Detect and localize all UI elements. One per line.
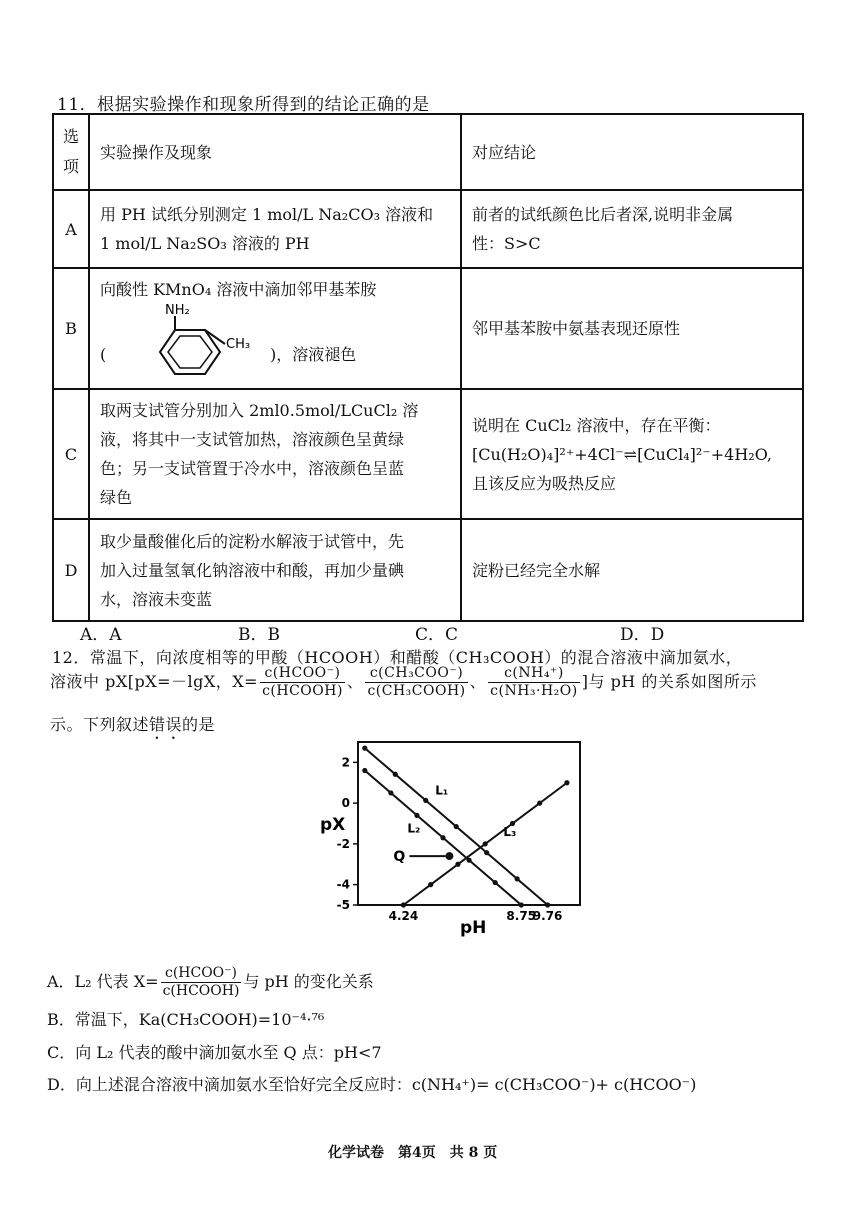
row-label: B — [53, 268, 89, 389]
answer-b[interactable]: B．常温下，Ka(CH₃COOH)=10⁻⁴·⁷⁶ — [47, 1010, 325, 1029]
q12-stem-line1: 12．常温下，向浓度相等的甲酸（HCOOH）和醋酸（CH₃COOH）的混合溶液中滴加氨水， — [52, 648, 743, 667]
row-label: A — [53, 190, 89, 268]
row-conclusion: 前者的试纸颜色比后者深,说明非金属 性：S>C — [461, 190, 803, 268]
table-row — [53, 190, 803, 268]
emphasis-text: 错误 — [149, 715, 183, 734]
data-point — [493, 880, 498, 885]
data-point — [423, 798, 428, 803]
data-point — [440, 835, 445, 840]
row-operation: 向酸性 KMnO₄ 溶液中滴加邻甲基苯胺 ( NH₂ CH₃ )，溶液褪色 — [89, 268, 461, 389]
data-point — [484, 850, 489, 855]
data-point — [545, 902, 550, 907]
row-label: C — [53, 389, 89, 519]
fraction-nh4: $\frac{\text{c(NH₄⁺)}}{\text{c(NH₃·H₂O)}}$ — [490, 665, 578, 699]
data-point — [483, 841, 488, 846]
data-point — [515, 876, 520, 881]
data-point — [537, 801, 542, 806]
fraction-ch3coo: $\frac{\text{c(CH₃COO⁻)}}{\text{c(CH₃COOH)}}$ — [367, 665, 466, 699]
q12-stem-line2: 溶液中 pX[pX=－lgX，X= $\frac{\text{c(HCOO⁻)}}{\text{c(HCOOH)}}$ 、 $\frac{\text{c(CH₃COO⁻)}}{\text{c(CH₃COOH)}}$ 、 $\frac{\text{c(NH₄⁺)}}{\text{c(NH₃·H₂O)}}$ ]与 pH 的关系如图所示 — [50, 665, 757, 699]
data-point — [454, 824, 459, 829]
data-point — [414, 813, 419, 818]
o-toluidine-structure-icon — [130, 304, 270, 382]
q12-stem-line3: 示。下列叙述错误的是 — [50, 715, 216, 734]
series-lines — [362, 746, 569, 908]
x-tick-label: 8.75 — [506, 909, 537, 923]
header-operation: 实验操作及现象 — [89, 114, 461, 190]
page-footer: 化学试卷 第4页 共 8 页 — [328, 1145, 498, 1161]
data-point — [519, 902, 524, 907]
q-point — [445, 852, 453, 860]
x-tick-label: 4.24 — [388, 909, 419, 923]
row-operation: 取少量酸催化后的淀粉水解液于试管中，先 加入过量氢氧化钠溶液中和酸，再加少量碘 水，溶液未变蓝 — [89, 519, 461, 621]
choice-a[interactable]: A．A — [80, 625, 122, 645]
svg-text:CH₃: CH₃ — [226, 337, 251, 352]
y-tick-label: -5 — [336, 898, 350, 912]
answer-d[interactable]: D．向上述混合溶液中滴加氨水至恰好完全反应时：c(NH₄⁺)= c(CH₃COO⁻)+ c(HCOO⁻) — [47, 1075, 697, 1094]
row-operation: 用 PH 试纸分别测定 1 mol/L Na₂CO₃ 溶液和 1 mol/L Na₂SO₃ 溶液的 PH — [89, 190, 461, 268]
data-point — [393, 772, 398, 777]
row-label: D — [53, 519, 89, 621]
header-option: 选项 — [53, 114, 89, 190]
table-row — [53, 268, 803, 389]
x-axis-label: pH — [460, 918, 487, 938]
header-conclusion: 对应结论 — [461, 114, 803, 190]
x-tick-label: 9.76 — [532, 909, 563, 923]
y-tick-label: -2 — [336, 836, 350, 851]
svg-text:NH₂: NH₂ — [165, 304, 190, 318]
q11-table — [52, 113, 804, 622]
plot-frame — [358, 742, 580, 905]
choice-d[interactable]: D．D — [620, 625, 665, 645]
choice-b[interactable]: B．B — [238, 625, 280, 645]
data-point — [362, 746, 367, 751]
ph-px-chart — [300, 738, 600, 938]
y-tick-label: 0 — [341, 796, 350, 811]
q-label: Q — [393, 849, 406, 866]
data-point — [455, 862, 460, 867]
table-row — [53, 389, 803, 519]
table-row — [53, 519, 803, 621]
data-point — [388, 790, 393, 795]
series-label: L₁ — [435, 783, 449, 798]
row-operation: 取两支试管分别加入 2ml0.5mol/LCuCl₂ 溶 液，将其中一支试管加热，溶液颜色呈黄绿 色；另一支试管置于冷水中，溶液颜色呈蓝 绿色 — [89, 389, 461, 519]
answer-a[interactable]: A．L₂ 代表 X= $\frac{\text{c(HCOO⁻)}}{\text{c(HCOOH)}}$ 与 pH 的变化关系 — [47, 965, 374, 999]
q11-stem: 11．根据实验操作和现象所得到的结论正确的是 — [57, 95, 430, 115]
row-conclusion: 邻甲基苯胺中氨基表现还原性 — [461, 268, 803, 389]
series-label: L₂ — [407, 821, 421, 836]
y-tick-label: 2 — [341, 755, 350, 770]
row-conclusion: 淀粉已经完全水解 — [461, 519, 803, 621]
choice-c[interactable]: C．C — [415, 625, 459, 645]
data-point — [401, 902, 406, 907]
data-point — [564, 780, 569, 785]
answer-c[interactable]: C．向 L₂ 代表的酸中滴加氨水至 Q 点：pH<7 — [47, 1043, 382, 1062]
series-label: L₃ — [503, 824, 517, 839]
data-point — [428, 882, 433, 887]
table-header-row — [53, 114, 803, 190]
fraction-hcoo: $\frac{\text{c(HCOO⁻)}}{\text{c(HCOOH)}}$ — [262, 665, 343, 699]
data-point — [362, 768, 367, 773]
y-axis-label: pX — [320, 815, 346, 835]
y-tick-label: -4 — [336, 877, 350, 892]
row-conclusion: 说明在 CuCl₂ 溶液中，存在平衡： [Cu(H₂O)₄]²⁺+4Cl⁻⇌[CuCl₄]²⁻+4H₂O, 且该反应为吸热反应 — [461, 389, 803, 519]
